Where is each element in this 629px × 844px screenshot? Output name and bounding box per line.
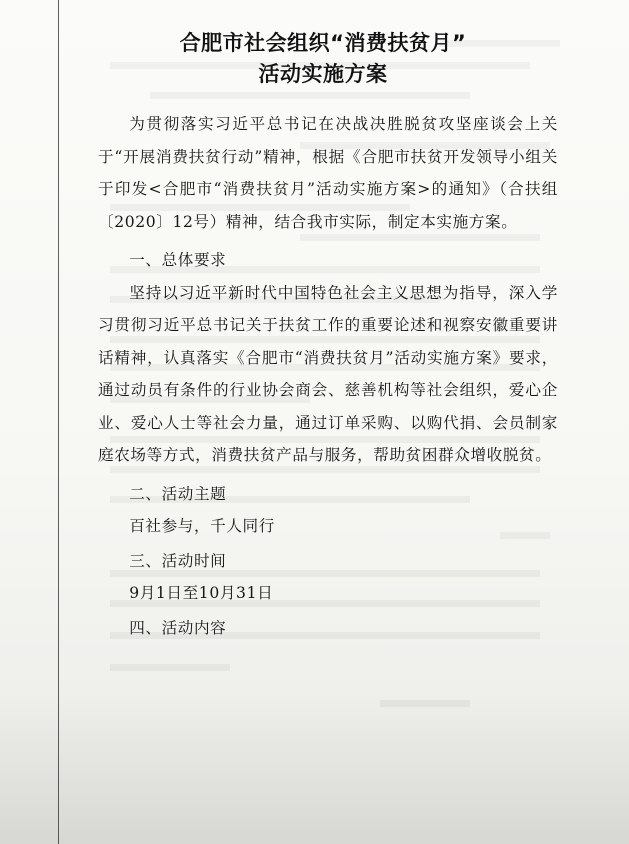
activity-time-text: 9月1日至10月31日	[129, 584, 274, 602]
document-title	[88, 28, 558, 90]
title-line-2: 活动实施方案	[258, 62, 388, 86]
general-requirements-paragraph: 坚持以习近平新时代中国特色社会主义思想为指导，深入学习贯彻习近平总书记关于扶贫工作的重要论述和视察安徽重要讲话精神，认真落实《合肥市“消费扶贫月”活动实施方案》要求，通过动员有条件的行业协会商会、慈善机构等社会组织，爱心企业、爱心人士等社会力量，通过订单采购、以购代捐、会员制家庭农场等方式，消费扶贫产品与服务，帮助贫困群众增收脱贫。	[98, 283, 558, 464]
section-heading-general-requirements: 一、总体要求	[129, 251, 227, 269]
document-body	[98, 28, 558, 644]
section-heading-activity-content: 四、活动内容	[129, 618, 227, 637]
title-line-1: 合肥市社会组织“消费扶贫月”	[179, 31, 467, 55]
intro-paragraph: 为贯彻落实习近平总书记在决战决胜脱贫攻坚座谈会上关于“开展消费扶贫行动”精神，根据《合肥市扶贫开发领导小组关于印发<合肥市“消费扶贫月”活动实施方案>的通知》（合扶组〔2020〕12号）精神，结合我市实际，制定本实施方案。	[98, 115, 558, 231]
activity-theme-text: 百社参与，千人同行	[129, 517, 275, 535]
section-heading-activity-time: 三、活动时间	[129, 551, 227, 570]
binding-margin-line	[58, 0, 59, 844]
section-heading-activity-theme: 二、活动主题	[129, 484, 227, 503]
